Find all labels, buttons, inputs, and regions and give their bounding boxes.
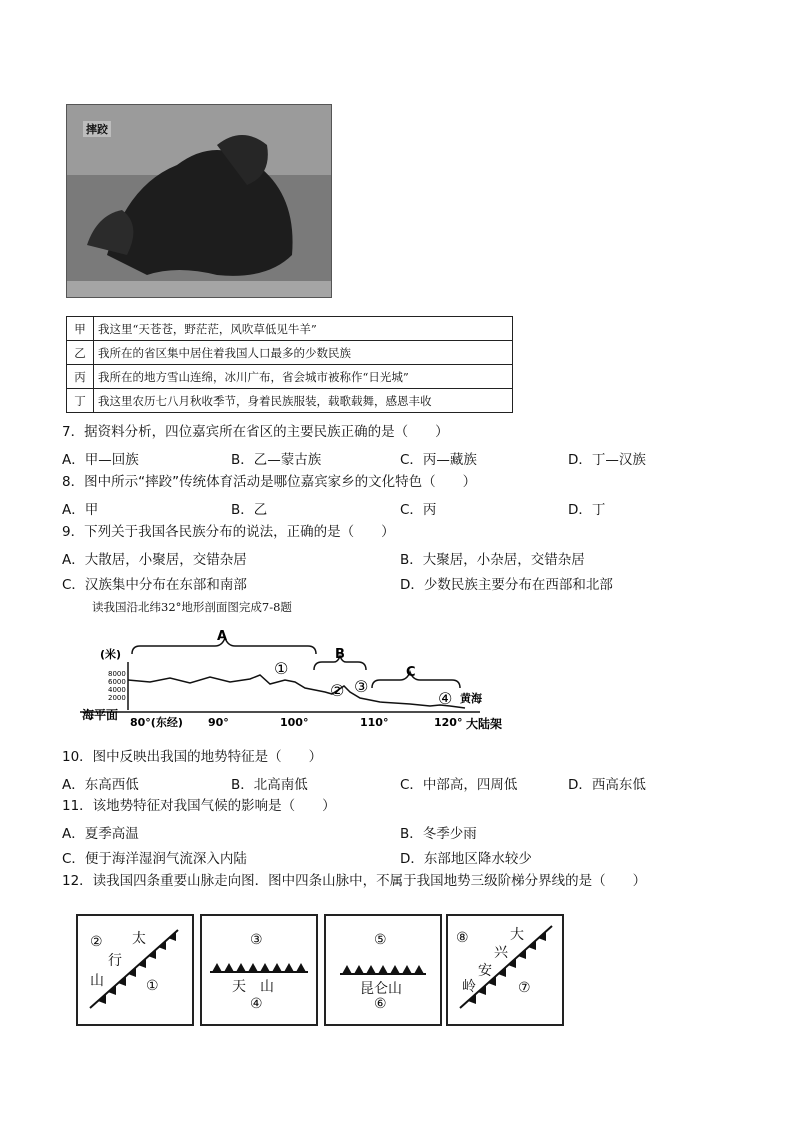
mountain-name-char: 行 [108, 953, 122, 969]
wrestling-photo [66, 104, 332, 298]
table-row [67, 365, 513, 389]
mountain-number: ⑥ [374, 996, 387, 1012]
row-text: 我这里“天苍苍，野茫茫，风吹草低见牛羊” [94, 317, 513, 341]
option-a[interactable]: A．甲—回族 [62, 452, 139, 468]
option-a[interactable]: A．夏季高温 [62, 826, 139, 842]
row-key: 乙 [67, 341, 94, 365]
option-d[interactable]: D．丁 [568, 502, 606, 518]
mountain-name-char: 岭 [462, 979, 476, 995]
table-row [67, 317, 513, 341]
marker-3: ③ [354, 677, 369, 696]
question-12-stem: 12．读我国四条重要山脉走向图．图中四条山脉中，不属于我国地势三级阶梯分界线的是（ ） [62, 873, 647, 889]
unit-label: (米) [100, 648, 122, 661]
table-row [67, 389, 513, 413]
option-b[interactable]: B．乙—蒙古族 [231, 452, 322, 468]
option-c[interactable]: C．丙—藏族 [400, 452, 477, 468]
question-7-stem: 7．据资料分析，四位嘉宾所在省区的主要民族正确的是（ ） [62, 424, 449, 440]
photo-label: 摔跤 [83, 121, 111, 137]
mountain-name: 天 山 [232, 979, 274, 995]
mountain-name: 昆仑山 [360, 981, 402, 997]
x-label: 110° [360, 716, 389, 729]
option-c[interactable]: C．中部高，四周低 [400, 777, 518, 793]
mountain-number: ⑤ [374, 932, 387, 948]
mountain-number: ④ [250, 996, 263, 1012]
option-b[interactable]: B．乙 [231, 502, 268, 518]
mountain-name-char: 山 [90, 973, 104, 989]
profile-caption: 读我国沿北纬32°地形剖面图完成7-8题 [92, 600, 292, 614]
marker-4: ④ [438, 689, 453, 708]
x-label: 80°(东经) [130, 716, 183, 729]
y-tick: 4000 [108, 686, 126, 694]
terrain-profile-diagram [80, 620, 520, 735]
option-a[interactable]: A．东高西低 [62, 777, 139, 793]
mountain-name-char: 兴 [494, 945, 508, 961]
question-11-stem: 11．该地势特征对我国气候的影响是（ ） [62, 798, 336, 814]
x-label: 120° [434, 716, 463, 729]
mountain-number: ⑧ [456, 930, 469, 946]
option-b[interactable]: B．大聚居，小杂居，交错杂居 [400, 552, 585, 568]
y-tick: 8000 [108, 670, 126, 678]
option-d[interactable]: D．丁—汉族 [568, 452, 646, 468]
mountain-box-tianshan [200, 914, 318, 1026]
x-label: 90° [208, 716, 229, 729]
row-key: 丁 [67, 389, 94, 413]
marker-1: ① [274, 659, 289, 678]
question-8-stem: 8．图中所示“摔跤”传统体育活动是哪位嘉宾家乡的文化特色（ ） [62, 474, 477, 490]
question-10-stem: 10．图中反映出我国的地势特征是（ ） [62, 749, 323, 765]
mountain-number: ⑦ [518, 980, 531, 996]
option-a[interactable]: A．甲 [62, 502, 99, 518]
option-a[interactable]: A．大散居，小聚居，交错杂居 [62, 552, 247, 568]
mountain-name-char: 大 [510, 927, 524, 943]
option-b[interactable]: B．冬季少雨 [400, 826, 477, 842]
option-d[interactable]: D．西高东低 [568, 777, 646, 793]
option-c[interactable]: C．便于海洋湿润气流深入内陆 [62, 851, 247, 867]
brace-c [372, 672, 460, 688]
x-label: 100° [280, 716, 309, 729]
y-tick: 6000 [108, 678, 126, 686]
option-d[interactable]: D．少数民族主要分布在西部和北部 [400, 577, 613, 593]
option-d[interactable]: D．东部地区降水较少 [400, 851, 532, 867]
sea-label: 黄海 [460, 692, 482, 705]
shelf-label: 大陆架 [466, 717, 503, 731]
marker-2: ② [330, 681, 345, 700]
section-b-label: B [335, 647, 345, 662]
y-tick: 2000 [108, 694, 126, 702]
row-text: 我所在的地方雪山连绵，冰川广布，省会城市被称作“日光城” [94, 365, 513, 389]
option-c[interactable]: C．汉族集中分布在东部和南部 [62, 577, 247, 593]
section-a-label: A [217, 629, 228, 644]
mountain-name-char: 安 [478, 963, 492, 979]
mountain-number: ③ [250, 932, 263, 948]
mountain-box-daxinganling [446, 914, 564, 1026]
option-c[interactable]: C．丙 [400, 502, 437, 518]
mountain-box-taihang [76, 914, 194, 1026]
guest-info-table [66, 316, 513, 413]
row-text: 我所在的省区集中居住着我国人口最多的少数民族 [94, 341, 513, 365]
option-b[interactable]: B．北高南低 [231, 777, 308, 793]
row-text: 我这里农历七八月秋收季节，身着民族服装，载歌载舞，感恩丰收 [94, 389, 513, 413]
section-c-label: C [406, 665, 416, 680]
mountain-number: ② [90, 934, 103, 950]
row-key: 丙 [67, 365, 94, 389]
sea-level-label: 海平面 [82, 708, 119, 722]
table-row [67, 341, 513, 365]
mountain-number: ① [146, 978, 159, 994]
row-key: 甲 [67, 317, 94, 341]
question-9-stem: 9．下列关于我国各民族分布的说法，正确的是（ ） [62, 524, 395, 540]
mountain-name-char: 太 [132, 931, 146, 947]
mountain-box-kunlun [324, 914, 442, 1026]
